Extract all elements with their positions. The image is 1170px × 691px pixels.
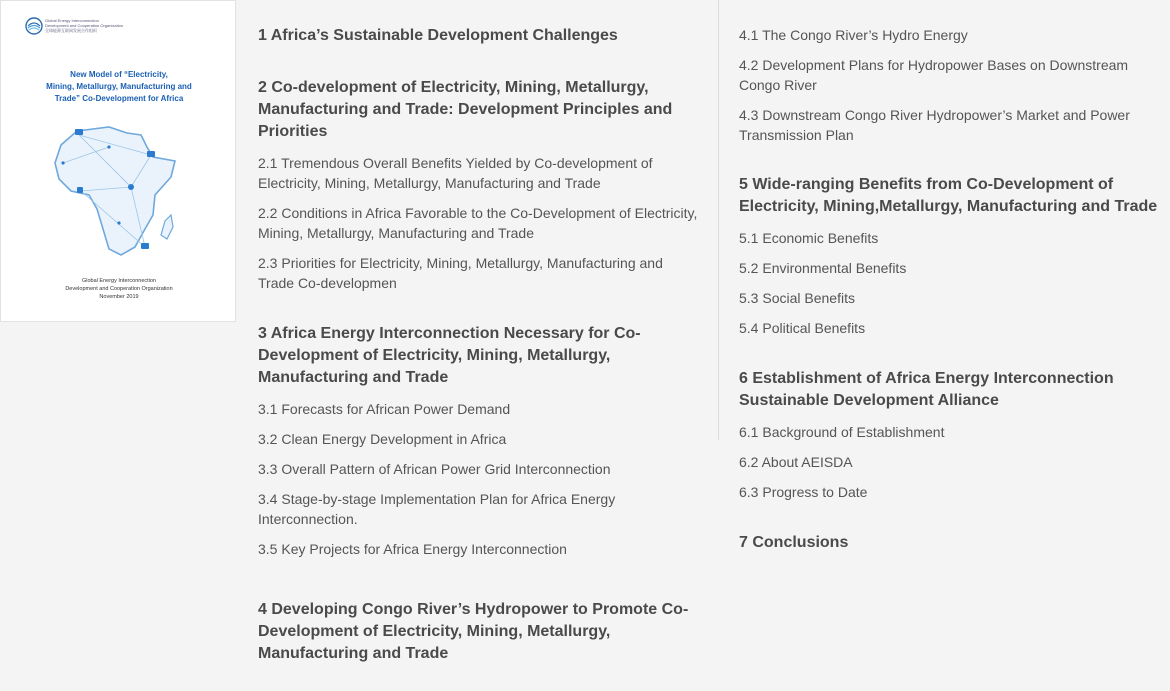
toc-section-4-1[interactable]: 4.1 The Congo River’s Hydro Energy bbox=[739, 27, 968, 43]
toc-section-2-1[interactable]: 2.1 Tremendous Overall Benefits Yielded by Co-development of Electricity, Mining, Metallurgy, Manufacturing and Trade bbox=[258, 155, 653, 191]
toc-chapter-5[interactable]: 5 Wide-ranging Benefits from Co-Development of Electricity, Mining,Metallurgy, Manufacturing and Trade bbox=[739, 176, 1158, 215]
toc-section-2-2[interactable]: 2.2 Conditions in Africa Favorable to the Co-Development of Electricity, Mining, Metallurgy, Manufacturing and Trade bbox=[258, 205, 698, 241]
toc-section-3-4[interactable]: 3.4 Stage-by-stage Implementation Plan for Africa Energy Interconnection. bbox=[258, 491, 616, 527]
toc-section-5-1[interactable]: 5.1 Economic Benefits bbox=[739, 230, 879, 246]
toc-chapter-4[interactable]: 4 Developing Congo River’s Hydropower to Promote Co-Development of Electricity, Mining, Metallurgy, Manufacturing and Trade bbox=[258, 601, 689, 662]
toc-chapter-2[interactable]: 2 Co-development of Electricity, Mining, Metallurgy, Manufacturing and Trade: Development Principles and Priorities bbox=[258, 79, 673, 140]
toc-section-6-1[interactable]: 6.1 Background of Establishment bbox=[739, 424, 945, 440]
africa-map-icon bbox=[49, 123, 189, 263]
toc-section-5-4[interactable]: 5.4 Political Benefits bbox=[739, 320, 866, 336]
toc-chapter-3[interactable]: 3 Africa Energy Interconnection Necessary for Co-Development of Electricity, Mining, Metallurgy, Manufacturing and Trade bbox=[258, 325, 641, 386]
org-logo-icon bbox=[25, 17, 43, 35]
toc-section-4-2[interactable]: 4.2 Development Plans for Hydropower Bases on Downstream Congo River bbox=[739, 57, 1129, 93]
cover-footer: Global Energy Interconnection Development and Cooperation Organization November 2019 bbox=[65, 278, 173, 300]
toc-section-5-3[interactable]: 5.3 Social Benefits bbox=[739, 290, 855, 306]
toc-section-3-3[interactable]: 3.3 Overall Pattern of African Power Grid Interconnection bbox=[258, 461, 611, 477]
toc-section-6-3[interactable]: 6.3 Progress to Date bbox=[739, 484, 868, 500]
cover-org-block bbox=[25, 15, 175, 35]
toc-section-5-2[interactable]: 5.2 Environmental Benefits bbox=[739, 260, 907, 276]
toc-chapter-7[interactable]: 7 Conclusions bbox=[739, 534, 849, 551]
toc-section-3-1[interactable]: 3.1 Forecasts for African Power Demand bbox=[258, 401, 511, 417]
toc-section-6-2[interactable]: 6.2 About AEISDA bbox=[739, 454, 853, 470]
cover-title: New Model of “Electricity, Mining, Metallurgy, Manufacturing and Trade” Co-Development for Africa bbox=[46, 70, 192, 103]
toc-chapter-6[interactable]: 6 Establishment of Africa Energy Interconnection Sustainable Development Alliance bbox=[739, 370, 1114, 409]
report-cover bbox=[0, 0, 236, 322]
toc-section-3-5[interactable]: 3.5 Key Projects for Africa Energy Interconnection bbox=[258, 541, 567, 557]
column-divider bbox=[718, 0, 719, 440]
toc-section-4-3[interactable]: 4.3 Downstream Congo River Hydropower’s Market and Power Transmission Plan bbox=[739, 107, 1130, 143]
toc-section-3-2[interactable]: 3.2 Clean Energy Development in Africa bbox=[258, 431, 507, 447]
cover-org-name: Global Energy Interconnection Development and Cooperation Organization 全球能源互联网发展合作组织 bbox=[45, 18, 124, 33]
toc-section-2-3[interactable]: 2.3 Priorities for Electricity, Mining, Metallurgy, Manufacturing and Trade Co-developmen bbox=[258, 255, 663, 291]
toc-chapter-1[interactable]: 1 Africa’s Sustainable Development Challenges bbox=[258, 27, 618, 44]
